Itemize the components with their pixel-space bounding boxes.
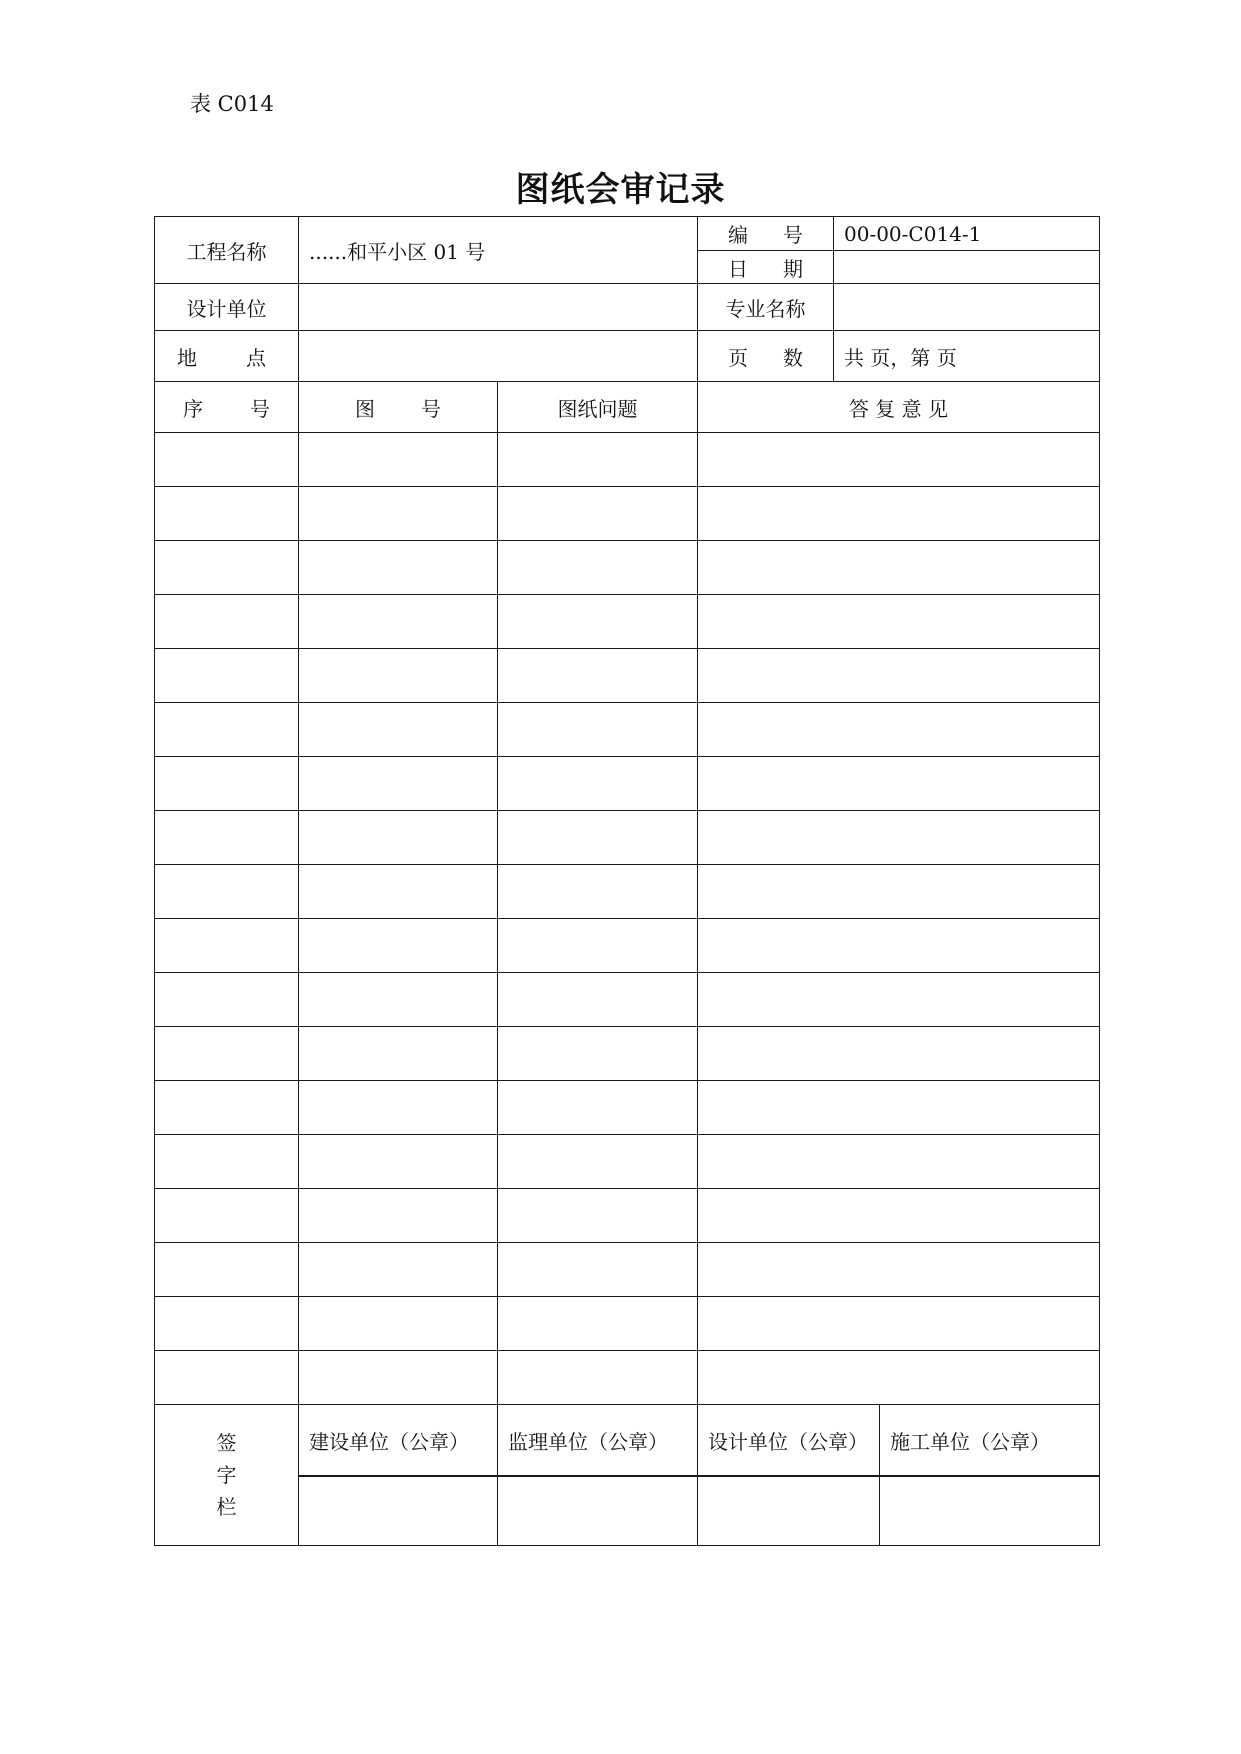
issue-cell[interactable] [498,1189,698,1243]
drawing-no-cell[interactable] [299,811,498,865]
issue-cell[interactable] [498,1351,698,1405]
issue-cell[interactable] [498,1297,698,1351]
signature-label-char: 字 [216,1463,237,1487]
seq-cell[interactable] [155,703,299,757]
issue-cell[interactable] [498,433,698,487]
issue-cell[interactable] [498,1243,698,1297]
issue-cell[interactable] [498,1027,698,1081]
col-header-drawing-no: 图 号 [299,382,498,433]
reply-cell[interactable] [698,649,1100,703]
table-row [155,811,1100,865]
table-row [155,973,1100,1027]
table-row [155,1189,1100,1243]
table-row [155,487,1100,541]
drawing-no-cell[interactable] [299,541,498,595]
specialty-label: 专业名称 [698,284,834,331]
reply-cell[interactable] [698,595,1100,649]
reply-cell[interactable] [698,1189,1100,1243]
table-row [155,919,1100,973]
issue-cell[interactable] [498,865,698,919]
drawing-no-cell[interactable] [299,1135,498,1189]
table-row [155,1351,1100,1405]
table-row [155,595,1100,649]
reply-cell[interactable] [698,919,1100,973]
construction-unit-label: 建设单位（公章） [299,1405,498,1477]
design-unit-label: 设计单位 [155,284,299,331]
seq-cell[interactable] [155,487,299,541]
seq-cell[interactable] [155,865,299,919]
date-label: 日 期 [698,251,834,284]
reply-cell[interactable] [698,1081,1100,1135]
issue-cell[interactable] [498,703,698,757]
drawing-no-cell[interactable] [299,1189,498,1243]
issue-cell[interactable] [498,595,698,649]
seq-cell[interactable] [155,595,299,649]
serial-value[interactable]: 00-00-C014-1 [834,217,1100,251]
date-value[interactable] [834,251,1100,284]
review-record-table [154,216,1100,1546]
drawing-no-cell[interactable] [299,1351,498,1405]
builder-unit-label: 施工单位（公章） [880,1405,1100,1477]
table-row [155,1243,1100,1297]
drawing-no-cell[interactable] [299,973,498,1027]
seq-cell[interactable] [155,1297,299,1351]
drawing-no-cell[interactable] [299,649,498,703]
seq-cell[interactable] [155,1351,299,1405]
issue-cell[interactable] [498,919,698,973]
table-row [155,541,1100,595]
drawing-no-cell[interactable] [299,919,498,973]
seq-cell[interactable] [155,811,299,865]
seq-cell[interactable] [155,919,299,973]
drawing-no-cell[interactable] [299,703,498,757]
col-header-seq: 序 号 [155,382,299,433]
table-row [155,1135,1100,1189]
table-row [155,1297,1100,1351]
seq-cell[interactable] [155,541,299,595]
construction-signature-field[interactable] [299,1476,498,1546]
project-name-label: 工程名称 [155,217,299,284]
seq-cell[interactable] [155,1081,299,1135]
issue-cell[interactable] [498,1081,698,1135]
issue-cell[interactable] [498,649,698,703]
drawing-no-cell[interactable] [299,433,498,487]
builder-signature-field[interactable] [880,1476,1100,1546]
seq-cell[interactable] [155,1135,299,1189]
table-row [155,703,1100,757]
reply-cell[interactable] [698,757,1100,811]
table-row [155,757,1100,811]
col-header-issue: 图纸问题 [498,382,698,433]
drawing-no-cell[interactable] [299,1297,498,1351]
drawing-no-cell[interactable] [299,487,498,541]
reply-cell[interactable] [698,1243,1100,1297]
table-row [155,433,1100,487]
reply-cell[interactable] [698,433,1100,487]
issue-cell[interactable] [498,487,698,541]
table-row [155,649,1100,703]
design-signature-field[interactable] [698,1476,880,1546]
issue-cell[interactable] [498,973,698,1027]
table-row [155,1081,1100,1135]
signature-label-char: 栏 [216,1495,237,1519]
seq-cell[interactable] [155,973,299,1027]
seq-cell[interactable] [155,1027,299,1081]
design-unit-seal-label: 设计单位（公章） [698,1405,880,1477]
issue-cell[interactable] [498,811,698,865]
location-value[interactable] [299,331,698,382]
drawing-no-cell[interactable] [299,1243,498,1297]
issue-cell[interactable] [498,757,698,811]
reply-cell[interactable] [698,811,1100,865]
drawing-no-cell[interactable] [299,595,498,649]
reply-cell[interactable] [698,541,1100,595]
design-unit-value[interactable] [299,284,698,331]
table-row [155,1027,1100,1081]
reply-cell[interactable] [698,1351,1100,1405]
pages-value[interactable]: 共 页，第 页 [834,331,1100,382]
issue-cell[interactable] [498,541,698,595]
supervision-signature-field[interactable] [498,1476,698,1546]
drawing-no-cell[interactable] [299,1027,498,1081]
seq-cell[interactable] [155,1189,299,1243]
supervision-unit-label: 监理单位（公章） [498,1405,698,1477]
drawing-no-cell[interactable] [299,757,498,811]
specialty-value[interactable] [834,284,1100,331]
table-row [155,865,1100,919]
project-name-value[interactable]: ......和平小区 01 号 [299,217,698,284]
reply-cell[interactable] [698,703,1100,757]
signature-label-char: 签 [216,1431,237,1455]
reply-cell[interactable] [698,1027,1100,1081]
col-header-reply: 答 复 意 见 [698,382,1100,433]
page-title: 图纸会审记录 [515,170,726,210]
issue-cell[interactable] [498,1135,698,1189]
location-label: 地 点 [155,331,299,382]
signature-section-label [155,1405,299,1546]
reply-cell[interactable] [698,1297,1100,1351]
seq-cell[interactable] [155,649,299,703]
reply-cell[interactable] [698,973,1100,1027]
pages-label: 页 数 [698,331,834,382]
seq-cell[interactable] [155,757,299,811]
seq-cell[interactable] [155,433,299,487]
seq-cell[interactable] [155,1243,299,1297]
drawing-no-cell[interactable] [299,1081,498,1135]
serial-label: 编 号 [698,217,834,251]
form-code: 表 C014 [190,92,274,116]
drawing-no-cell[interactable] [299,865,498,919]
reply-cell[interactable] [698,865,1100,919]
reply-cell[interactable] [698,487,1100,541]
reply-cell[interactable] [698,1135,1100,1189]
